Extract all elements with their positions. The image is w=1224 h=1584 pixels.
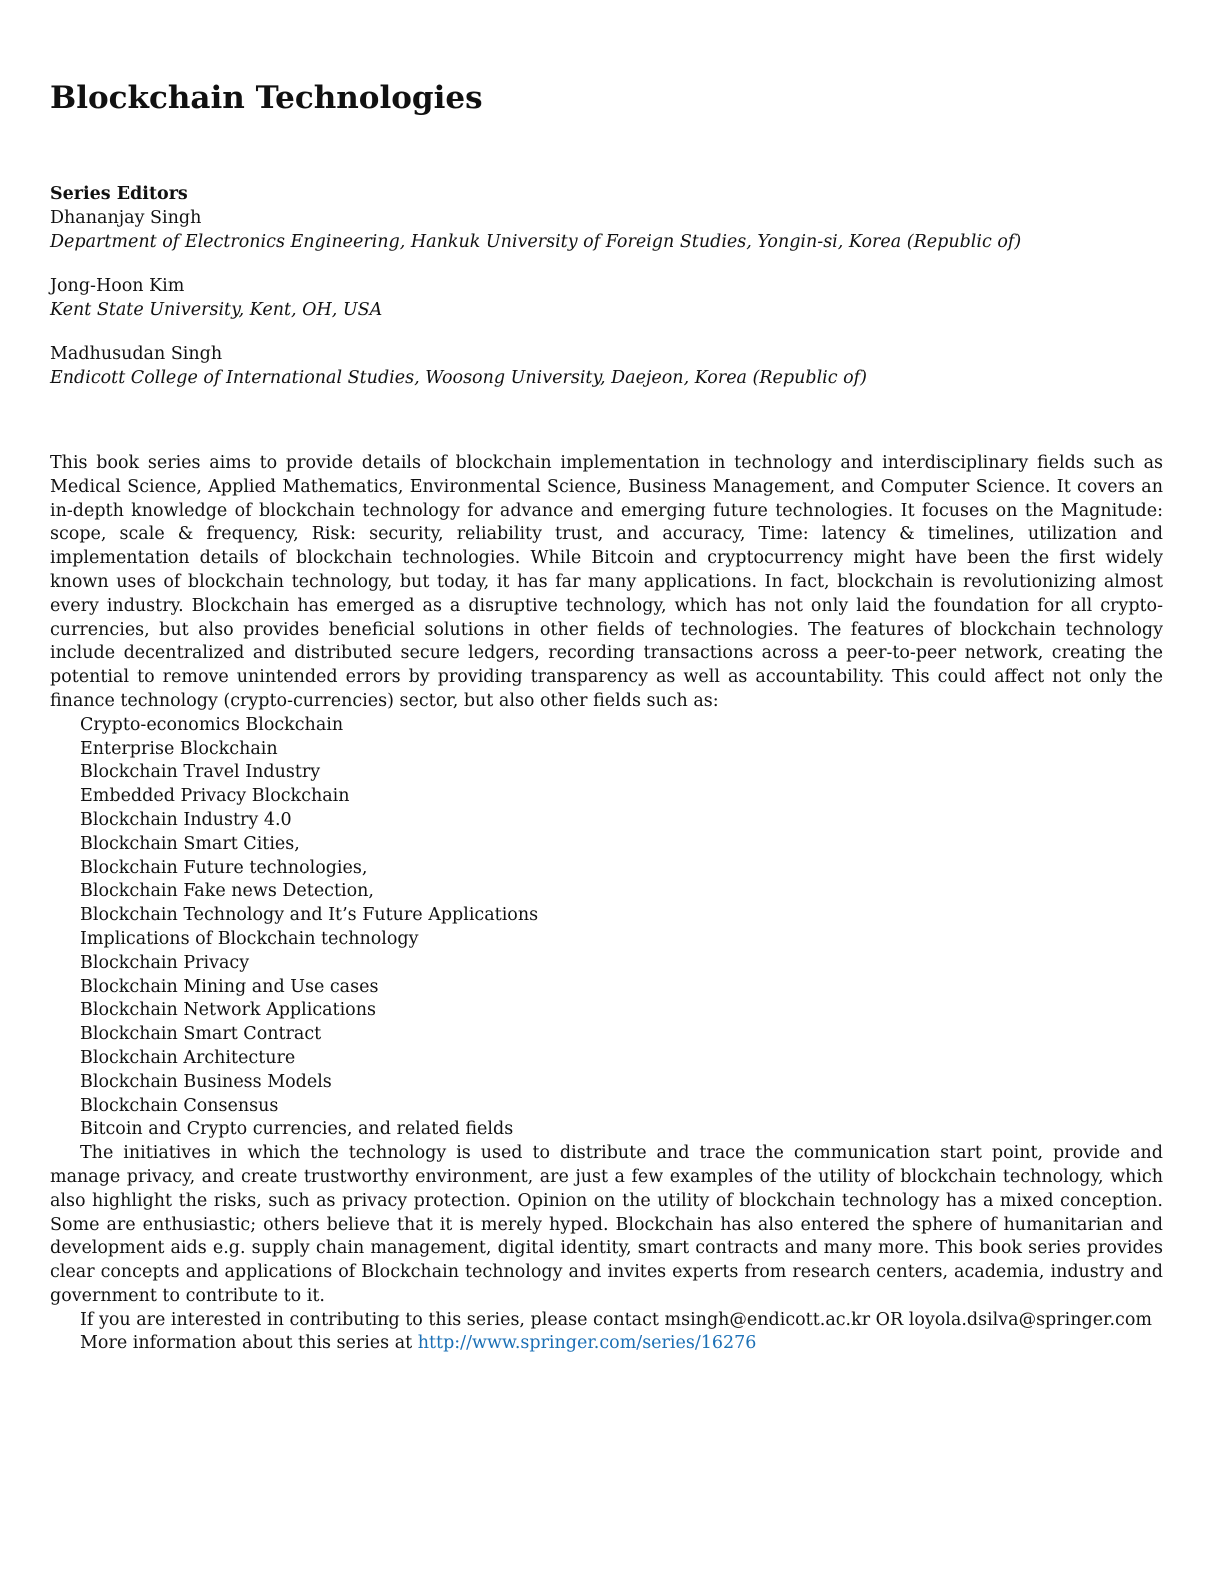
editor-entry [50, 206, 1163, 254]
list-item: Blockchain Network Applications [80, 1000, 376, 1021]
list-item: Blockchain Technology and It’s Future Applications [80, 905, 539, 926]
second-paragraph: The initiatives in which the technology is used to distribute and trace the communication start point, provide and manage privacy, and create trustworthy environment, are just a few examples of the utility of blockchain technology, which also highlight the risks, such as privacy protection. Opinion on the utility of blockchain technology has a mixed conception. Some are enthusiastic; others believe that it is merely hyped. Blockchain has also entered the sphere of humanitarian and development aids e.g. supply chain management, digital identity, smart contracts and many more. This book series provides clear concepts and applications of Blockchain technology and invites experts from research centers, academia, industry and government to contribute to it. [50, 1143, 1163, 1306]
editor-name: Jong-Hoon Kim [50, 276, 185, 296]
series-description [50, 452, 1163, 1356]
list-item: Enterprise Blockchain [80, 738, 278, 759]
more-info-prefix: More information about this series at [80, 1333, 418, 1354]
editor-entry [50, 342, 1163, 390]
list-item: Blockchain Consensus [80, 1095, 279, 1116]
editor-affiliation: Endicott College of International Studies, Woosong University, Daejeon, Korea (Republic of) [50, 368, 867, 388]
series-editors-section [50, 182, 1163, 410]
list-item: Bitcoin and Crypto currencies, and related fields [80, 1119, 514, 1140]
list-item: Blockchain Smart Cities, [80, 833, 300, 854]
list-item: Blockchain Smart Contract [80, 1024, 322, 1045]
list-item: Blockchain Fake news Detection, [80, 881, 374, 902]
list-item: Blockchain Travel Industry [80, 762, 321, 783]
list-item: Blockchain Business Models [80, 1071, 332, 1092]
editor-affiliation: Department of Electronics Engineering, Hankuk University of Foreign Studies, Yongin-si, Korea (Republic of) [50, 232, 1022, 252]
list-item: Blockchain Architecture [80, 1047, 296, 1068]
editor-affiliation: Kent State University, Kent, OH, USA [50, 300, 383, 320]
list-item: Blockchain Future technologies, [80, 857, 368, 878]
list-item: Blockchain Industry 4.0 [80, 809, 292, 830]
contact-line: If you are interested in contributing to this series, please contact msingh@endicott.ac.kr OR loyola.dsilva@springer.com [80, 1309, 1152, 1330]
editor-name: Dhananjay Singh [50, 208, 202, 228]
editor-entry [50, 274, 1163, 322]
series-link[interactable]: http://www.springer.com/series/16276 [417, 1333, 757, 1354]
list-item: Blockchain Privacy [80, 952, 250, 973]
editor-name: Madhusudan Singh [50, 344, 223, 364]
list-item: Embedded Privacy Blockchain [80, 786, 350, 807]
more-info-line [50, 1332, 1163, 1356]
intro-paragraph: This book series aims to provide details of blockchain implementation in technology and interdisciplinary fields such as Medical Science, Applied Mathematics, Environmental Science, Business Management, and Computer Science. It covers an in-depth knowledge of blockchain technology for advance and emerging future technologies. It focuses on the Magnitude: scope, scale & frequency, Risk: security, reliability trust, and accuracy, Time: latency & timelines, utilization and implementation details of blockchain technologies. While Bitcoin and cryptocurrency might have been the first widely known uses of blockchain technology, but today, it has far many applications. In fact, blockchain is revolutionizing almost every industry. Blockchain has emerged as a disruptive technology, which has not only laid the foundation for all crypto-currencies, but also provides beneficial solutions in other fields of technologies. The features of blockchain technology include decentralized and distributed secure ledgers, recording transactions across a peer-to-peer network, creating the potential to remove unintended errors by providing transparency as well as accountability. This could affect not only the finance technology (crypto-currencies) sector, but also other fields such as: [50, 453, 1163, 711]
fields-list [50, 714, 1163, 1142]
list-item: Blockchain Mining and Use cases [80, 976, 379, 997]
series-title: Blockchain Technologies [50, 80, 483, 116]
list-item: Implications of Blockchain technology [80, 928, 419, 949]
list-item: Crypto-economics Blockchain [80, 714, 344, 735]
series-editors-heading: Series Editors [50, 184, 188, 204]
